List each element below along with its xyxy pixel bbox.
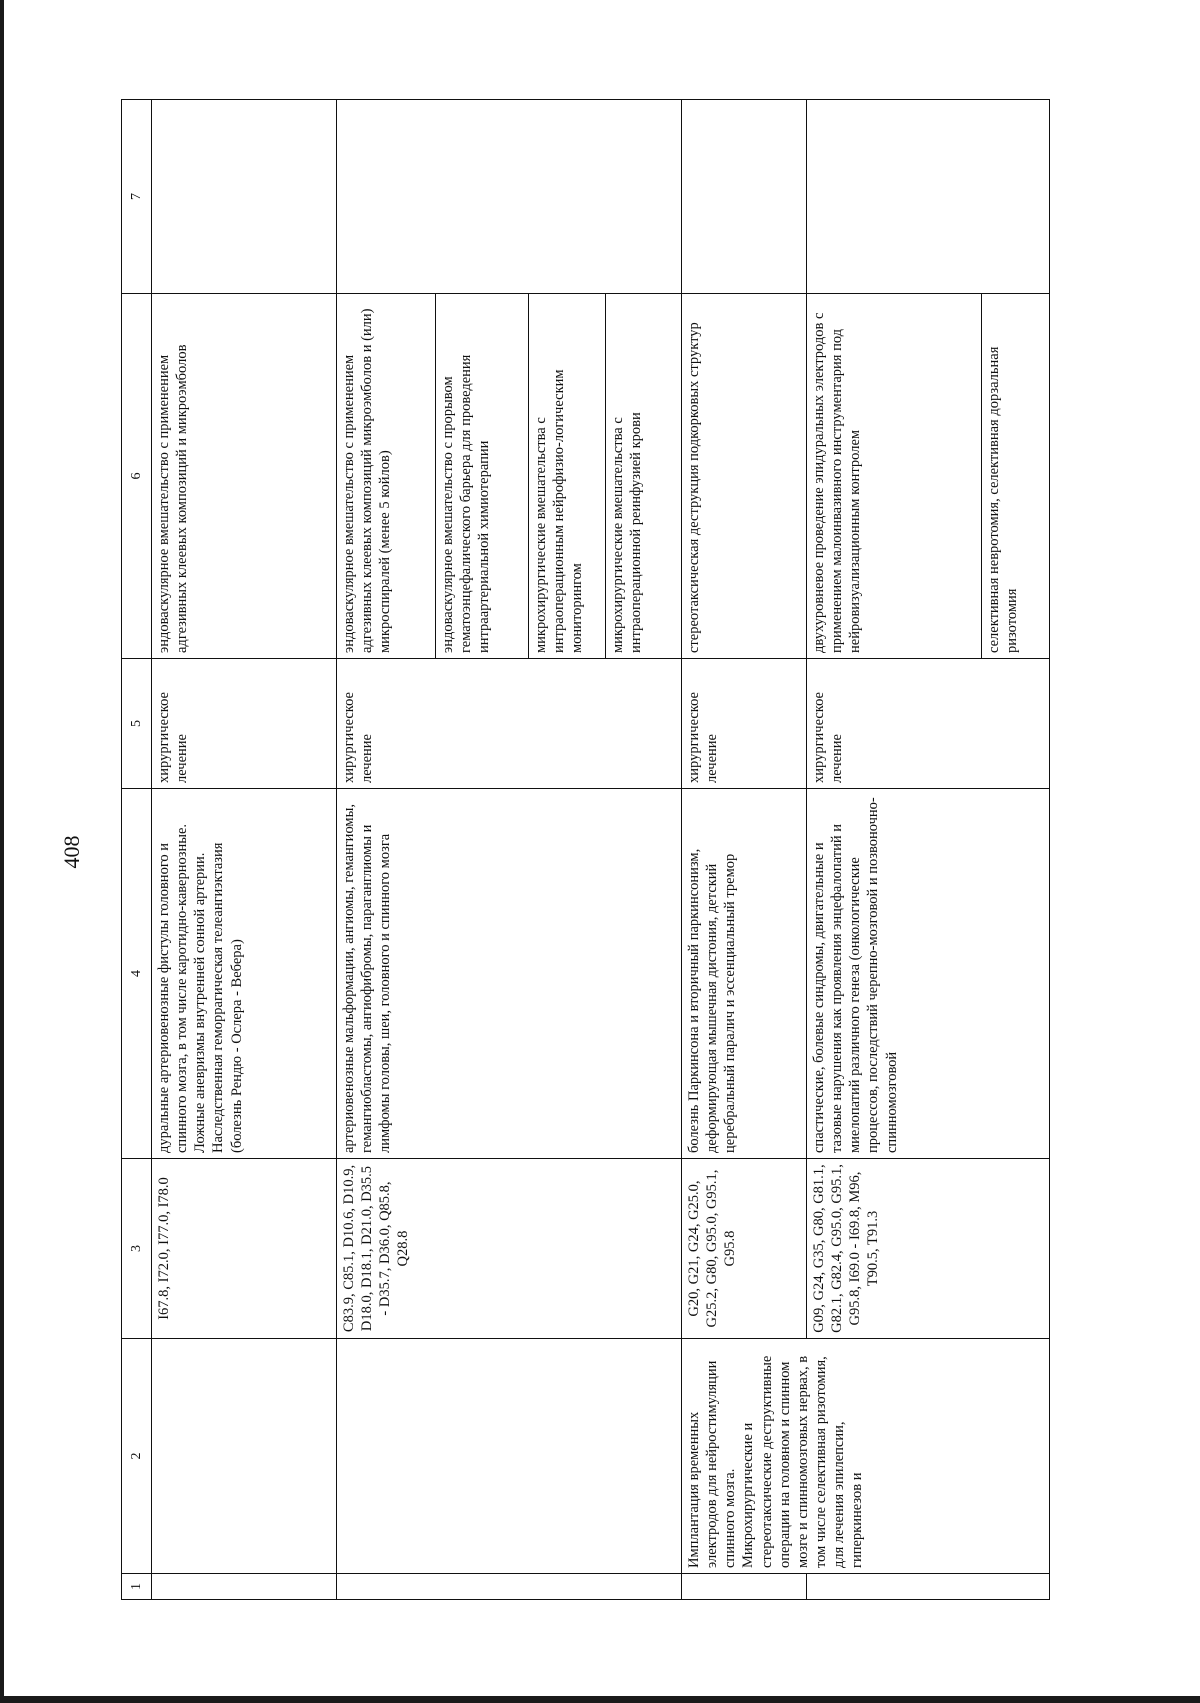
cell-cost: [682, 100, 807, 294]
header-col-2: 2: [122, 1339, 152, 1574]
cell-icd-codes: I67.8, I72.0, I77.0, I78.0: [152, 1159, 337, 1339]
method-item: микрохирургические вмешательства с интраоперационной реинфузией крови: [605, 294, 648, 658]
table-row: [682, 100, 807, 1600]
procedures-table: [121, 99, 1050, 1600]
cell-cost: [337, 100, 682, 294]
rotated-table-container: [121, 100, 1046, 1600]
header-col-3: 3: [122, 1159, 152, 1339]
cell-number: [337, 1574, 682, 1600]
table-row: [152, 100, 337, 1600]
cell-icd-codes: G20, G21, G24, G25.0, G25.2, G80, G95.0, G95.1, G95.8: [682, 1159, 807, 1339]
scan-edge-bottom: [0, 1696, 1200, 1703]
cell-cost: [807, 100, 1050, 294]
cell-treatment-type: хирургическое лечение: [807, 659, 1050, 789]
cell-number: [152, 1574, 337, 1600]
cell-technology-name: [337, 1339, 682, 1574]
cell-cost: [152, 100, 337, 294]
cell-diagnosis: дуральные артериовенозные фистулы головного и спинного мозга, в том числе каротидно-кавернозные. Ложные аневризмы внутренней сонной артерии. Наследственная геморрагическая телеангиэктазия (болезнь Рендю - Ослера - Вебера): [152, 789, 337, 1159]
header-row: [122, 100, 152, 1600]
method-item: микрохирургические вмешательства с интраоперационным нейрофизио-логическим мониторингом: [528, 294, 605, 658]
cell-method: [682, 294, 807, 659]
cell-treatment-type: хирургическое лечение: [152, 659, 337, 789]
cell-number: [682, 1574, 807, 1600]
cell-treatment-type: хирургическое лечение: [682, 659, 807, 789]
method-item: эндоваскулярное вмешательство с применением адгезивных клеевых композиций микроэмболов и (или) микроспиралей (менее 5 койлов): [341, 308, 394, 653]
cell-technology-name: Имплантация временных электродов для нейростимуляции спинного мозга. Микрохирургические и стереотаксические деструктивные операции на головном и спинном мозге и спинномозговых нервах, в том числе селективная ризотомия, для лечения эпилепсии, гиперкинезов и: [682, 1339, 1050, 1574]
header-col-6: 6: [122, 294, 152, 659]
cell-icd-codes: C83.9, C85.1, D10.6, D10.9, D18.0, D18.1, D21.0, D35.5 - D35.7, D36.0, Q85.8, Q28.8: [337, 1159, 682, 1339]
header-col-5: 5: [122, 659, 152, 789]
cell-method: [152, 294, 337, 659]
page-number: 408: [59, 835, 84, 869]
method-item: эндоваскулярное вмешательство с прорывом гематоэнцефалического барьера для проведения интраартериальной химиотерапии: [435, 294, 528, 658]
method-item: двухуровневое проведение эпидуральных электродов с применением малоинвазивного инструментария под нейровизуализационным контролем: [811, 312, 864, 653]
cell-diagnosis: спастические, болевые синдромы, двигательные и тазовые нарушения как проявления энцефалопатий и миелопатий различного генеза (онкологические процессов, последствий черепно-мозговой и позвоночно-спинномозговой: [807, 789, 1050, 1159]
cell-method: [807, 294, 1050, 659]
method-item: стереотаксическая деструкция подкорковых структур: [686, 322, 702, 653]
scan-edge-left: [0, 0, 4, 1703]
header-col-1: 1: [122, 1574, 152, 1600]
method-item: селективная невротомия, селективная дорзальная ризотомия: [981, 294, 1024, 658]
table-row: [337, 100, 682, 1600]
cell-method: [337, 294, 682, 659]
cell-technology-name: [152, 1339, 337, 1574]
cell-diagnosis: болезнь Паркинсона и вторичный паркинсонизм, деформирующая мышечная дистония, детский церебральный паралич и эссенциальный тремор: [682, 789, 807, 1159]
cell-number: [807, 1574, 1050, 1600]
header-col-7: 7: [122, 100, 152, 294]
cell-icd-codes: G09, G24, G35, G80, G81.1, G82.1, G82.4, G95.0, G95.1, G95.8, I69.0 - I69.8, M96, T90.5, T91.3: [807, 1159, 1050, 1339]
cell-treatment-type: хирургическое лечение: [337, 659, 682, 789]
cell-diagnosis: артериовенозные мальформации, ангиомы, гемангиомы, гемангиобластомы, ангиофибромы, параганглиомы и лимфомы головы, шеи, головного и спинного мозга: [337, 789, 682, 1159]
header-col-4: 4: [122, 789, 152, 1159]
method-item: эндоваскулярное вмешательство с применением адгезивных клеевых композиций и микроэмболов: [156, 344, 191, 653]
